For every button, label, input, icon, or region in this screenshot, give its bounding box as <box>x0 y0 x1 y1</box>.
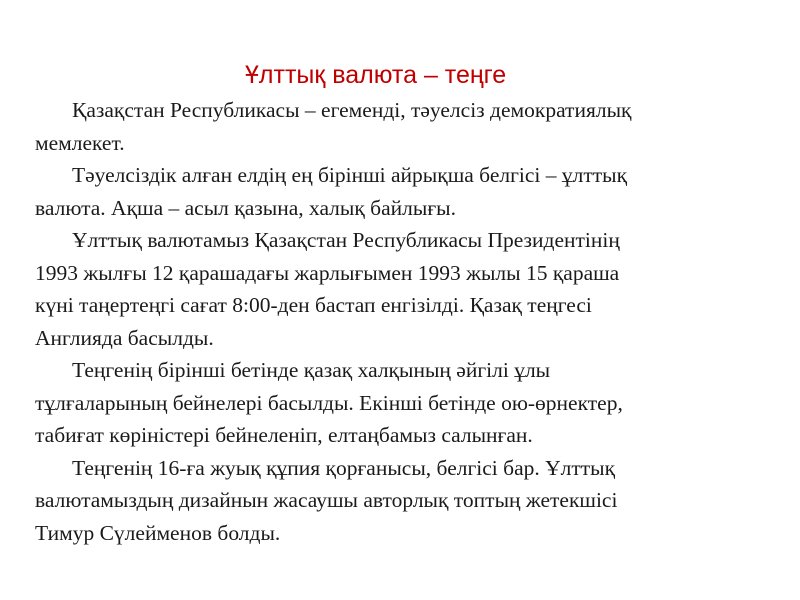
paragraph-3-line-2: 1993 жылғы 12 қарашадағы жарлығымен 1993 жылы 15 қараша <box>35 260 620 285</box>
paragraph-5-line-3: Тимур Сүлейменов болды. <box>35 520 281 545</box>
paragraph-3-line-3: күні таңертеңгі сағат 8:00-ден бастап енгізілді. Қазақ теңгесі <box>35 293 592 317</box>
paragraph-3-line-4: Англияда басылды. <box>35 325 214 350</box>
slide-body <box>35 94 775 549</box>
paragraph-4-line-2: тұлғаларының бейнелері басылды. Екінші бетінде ою-өрнектер, <box>35 390 623 415</box>
paragraph-4-line-1: Теңгенің бірінші бетінде қазақ халқының әйгілі ұлы <box>72 358 551 382</box>
paragraph-1-line-1: Қазақстан Республикасы – егеменді, тәуелсіз демократиялық <box>72 98 632 122</box>
paragraph-3-line-1: Ұлттық валютамыз Қазақстан Республикасы Президентінің <box>72 228 620 252</box>
paragraph-1-line-2: мемлекет. <box>35 130 125 155</box>
paragraph-4-line-3: табиғат көріністері бейнеленіп, елтаңбамыз салынған. <box>35 423 533 447</box>
slide-title: Ұлттық валюта – теңге <box>245 61 507 89</box>
paragraph-2-line-1: Тәуелсіздік алған елдің ең бірінші айрықша белгісі – ұлттық <box>72 163 628 187</box>
paragraph-5-line-2: валютамыздың дизайнын жасаушы авторлық топтың жетекшісі <box>35 488 618 512</box>
paragraph-5-line-1: Теңгенің 16-ға жуық құпия қорғанысы, белгісі бар. Ұлттық <box>72 455 616 480</box>
paragraph-2-line-2: валюта. Ақша – асыл қазына, халық байлығы. <box>35 195 456 220</box>
